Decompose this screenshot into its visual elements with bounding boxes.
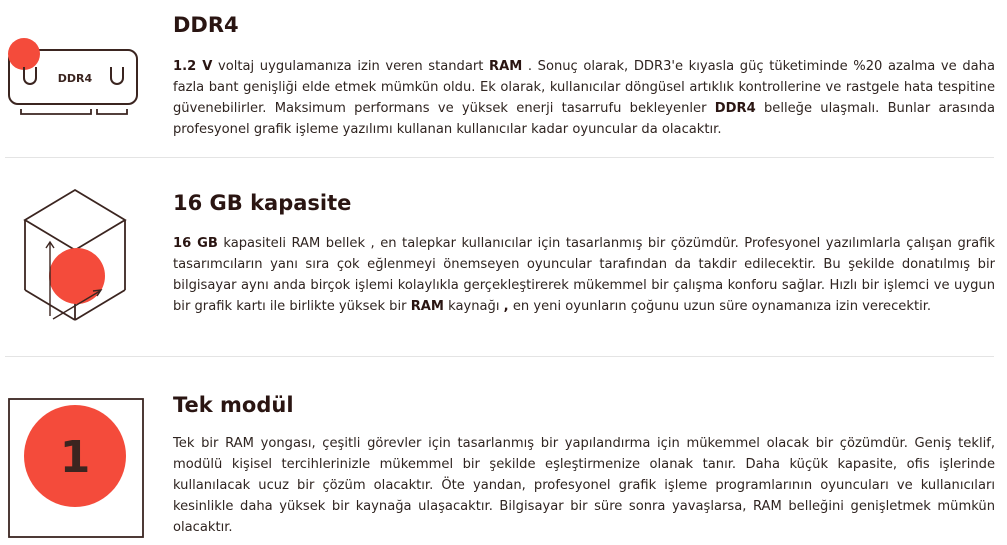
emphasis-text: DDR4: [714, 101, 756, 116]
emphasis-text: 16 GB: [173, 236, 218, 251]
section-description: 16 GB kapasiteli RAM bellek , en talepkar kullanıcılar için tasarlanmış bir çözümdür. Profesyonel yazılımlarla çalışan grafik tasarımcıların yanı sıra çok eğlenmeyi önemseyen oyuncular tarafından da takdir edilecektir. Bu şekilde donatılmış bir bilgisayar aynı anda birçok işlemi kolaylıkla gerçekleştirerek mükemmel bir çalışma konforu sağlar. Hızlı bir işlemci ve uygun bir grafik kartı ile birlikte yüksek bir RAM kaynağı , en yeni oyunların çoğunu uzun süre oynamanıza izin verecektir.: [173, 236, 995, 314]
single-module-number-icon: [5, 398, 147, 542]
accent-dot: [8, 38, 40, 70]
section-title: Tek modül: [173, 393, 294, 417]
section-description: 1.2 V voltaj uygulamanıza izin veren standart RAM . Sonuç olarak, DDR3'e kıyasla güç tüketiminde %20 azalma ve daha fazla bant genişliği elde etmek mümkün oldu. Ek olarak, kullanıcılar döngüsel artıklık kontrollerine ve rastgele hata tespitine güvenebilirler. Maksimum performans ve yüksek enerji tasarrufu bekleyenler DDR4 belleğe ulaşmalı. Bunlar arasında profesyonel grafik işleme yazılımı kullanan kullanıcılar kadar oyuncular da olacaktır.: [173, 59, 995, 137]
ddr4-ram-module-icon: [5, 34, 145, 124]
feature-ddr4: [0, 0, 1007, 157]
emphasis-text: RAM: [410, 299, 444, 314]
emphasis-text: ,: [503, 299, 509, 314]
section-title: DDR4: [173, 13, 239, 37]
emphasis-text: RAM: [489, 59, 523, 74]
feature-single-module: [0, 357, 1007, 545]
emphasis-text: 1.2 V: [173, 59, 213, 74]
section-title: 16 GB kapasite: [173, 191, 352, 215]
section-description: Tek bir RAM yongası, çeşitli görevler için tasarlanmış bir yapılandırma için mükemmel olacak bir çözümdür. Geniş teklif, modülü kişisel tercihlerinizle mükemmel bir şekilde eşleştirmenize olanak tanır. Daha küçük kapasite, ofis işlerinde kullanılacak ucuz bir çözüm olacaktır. Öte yandan, profesyonel grafik işleme programlarının oyuncuları ve kullanıcıları kesinlikle daha yüksek bir kaynağa ulaşacaktır. Bilgisayar bir süre sonra yavaşlarsa, RAM belleğini genişletmek mümkün olacaktır.: [173, 436, 995, 535]
capacity-cube-icon: [5, 178, 145, 338]
module-count-label: 1: [59, 432, 91, 483]
ddr4-icon-label: DDR4: [57, 72, 93, 85]
feature-capacity: [0, 158, 1007, 356]
